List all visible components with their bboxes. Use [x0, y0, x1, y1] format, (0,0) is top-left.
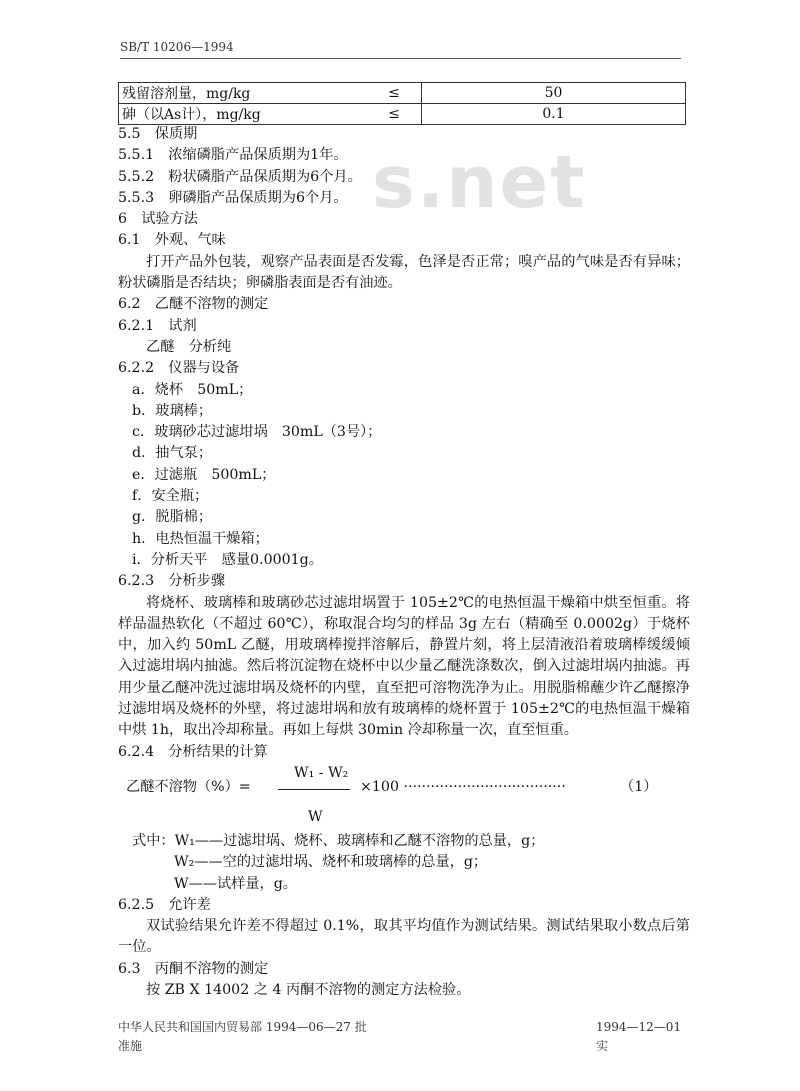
formula-multiplier: ×100 ···································· — [360, 778, 566, 795]
section-heading: 5.5 保质期 — [118, 126, 198, 142]
standard-code-header: SB/T 10206—1994 — [120, 40, 234, 54]
list-item: h．电热恒温干燥箱； — [132, 530, 269, 547]
table-cell-operator: ≤ — [367, 104, 422, 125]
list-item: d．抽气泵； — [132, 445, 213, 462]
equation-number: （1） — [620, 778, 658, 795]
section-heading: 6.2.2 仪器与设备 — [118, 360, 240, 377]
spec-table — [118, 82, 686, 125]
paragraph: 打开产品外包装，观察产品表面是否发霉，色泽是否正常；嗅产品的气味是否有异味；粉状磷脂是否结块；卵磷脂表面是否有油迹。 — [118, 253, 690, 292]
table-cell-item: 砷（以As计），mg/kg — [119, 104, 368, 125]
section-heading: 6.1 外观、气味 — [118, 232, 226, 249]
list-item: b．玻璃棒； — [132, 402, 213, 419]
list-item: g．脱脂棉； — [132, 509, 213, 526]
section-heading: 6.2.4 分析结果的计算 — [118, 743, 268, 760]
list-item: a．烧杯 50mL； — [132, 381, 253, 398]
variable-definition: W——试样量，g。 — [174, 875, 297, 892]
section-heading: 6 试验方法 — [118, 211, 198, 228]
table-cell-value: 50 — [422, 83, 686, 104]
table-cell-operator: ≤ — [367, 83, 422, 104]
list-item: f．安全瓶； — [132, 488, 209, 505]
variable-definition: W₂——空的过滤坩埚、烧杯和玻璃棒的总量，g； — [174, 854, 488, 871]
variable-definition: 式中：W₁——过滤坩埚、烧杯、玻璃棒和乙醚不溶物的总量，g； — [132, 832, 545, 849]
table-row — [119, 83, 686, 104]
header-rule — [120, 58, 681, 59]
footer-implementation: 1994—12—01 实 — [596, 1020, 682, 1053]
watermark: s.net — [372, 140, 587, 224]
table-cell-value: 0.1 — [422, 104, 686, 125]
formula — [118, 763, 690, 831]
formula-lhs: 乙醚不溶物（%）= — [126, 778, 251, 795]
clause: 5.5.2 粉状磷脂产品保质期为6个月。 — [118, 168, 362, 185]
document-body — [118, 124, 690, 1001]
paragraph: 双试验结果允许差不得超过 0.1%，取其平均值作为测试结果。测试结果取小数点后第一位。 — [118, 918, 690, 956]
section-heading: 6.2.5 允许差 — [118, 896, 211, 913]
fraction-bar — [278, 789, 350, 790]
reagent-line: 乙醚 分析纯 — [146, 338, 232, 355]
formula-denominator: W — [308, 808, 323, 825]
formula-numerator: W₁ - W₂ — [294, 764, 349, 781]
section-heading: 6.2.1 试剂 — [118, 317, 197, 334]
list-item: e．过滤瓶 500mL； — [132, 466, 276, 483]
section-heading: 6.2 乙醚不溶物的测定 — [118, 296, 269, 313]
clause: 5.5.1 浓缩磷脂产品保质期为1年。 — [118, 147, 348, 164]
section-heading: 6.3 丙酮不溶物的测定 — [118, 960, 269, 977]
list-item: c．玻璃砂芯过滤坩埚 30mL（3号）； — [132, 424, 382, 441]
section-heading: 6.2.3 分析步骤 — [118, 573, 226, 590]
paragraph: 按 ZB X 14002 之 4 丙酮不溶物的测定方法检验。 — [146, 981, 471, 998]
footer-approval: 中华人民共和国国内贸易部 1994—06—27 批准施 — [118, 1020, 367, 1053]
table-row — [119, 104, 686, 125]
table-cell-item: 残留溶剂量，mg/kg — [119, 83, 368, 104]
clause: 5.5.3 卵磷脂产品保质期为6个月。 — [118, 189, 348, 206]
paragraph: 将烧杯、玻璃棒和玻璃砂芯过滤坩埚置于 105±2℃的电热恒温干燥箱中烘至恒重。将样品温热软化（不超过 60℃），称取混合均匀的样品 3g 左右（精确至 0.0002g）于烧杯中，加入约 50mL 乙醚，用玻璃棒搅拌溶解后，静置片刻，将上层清液沿着玻璃棒缓缓倾入过滤坩埚内抽滤。然后将沉淀物在烧杯中以少量乙醚洗涤数次，倒入过滤坩埚内抽滤。再用少量乙醚冲洗过滤坩埚及烧杯的内壁，直至把可溶物洗净为止。用脱脂棉蘸少许乙醚擦净过滤坩埚及烧杯的外壁，将过滤坩埚和放有玻璃棒的烧杯置于 105±2℃的电热恒温干燥箱中烘 1h，取出冷却称量。再如上每烘 30min 冷却称量一次，直至恒重。 — [118, 594, 690, 739]
list-item: i．分析天平 感量0.0001g。 — [132, 551, 323, 568]
